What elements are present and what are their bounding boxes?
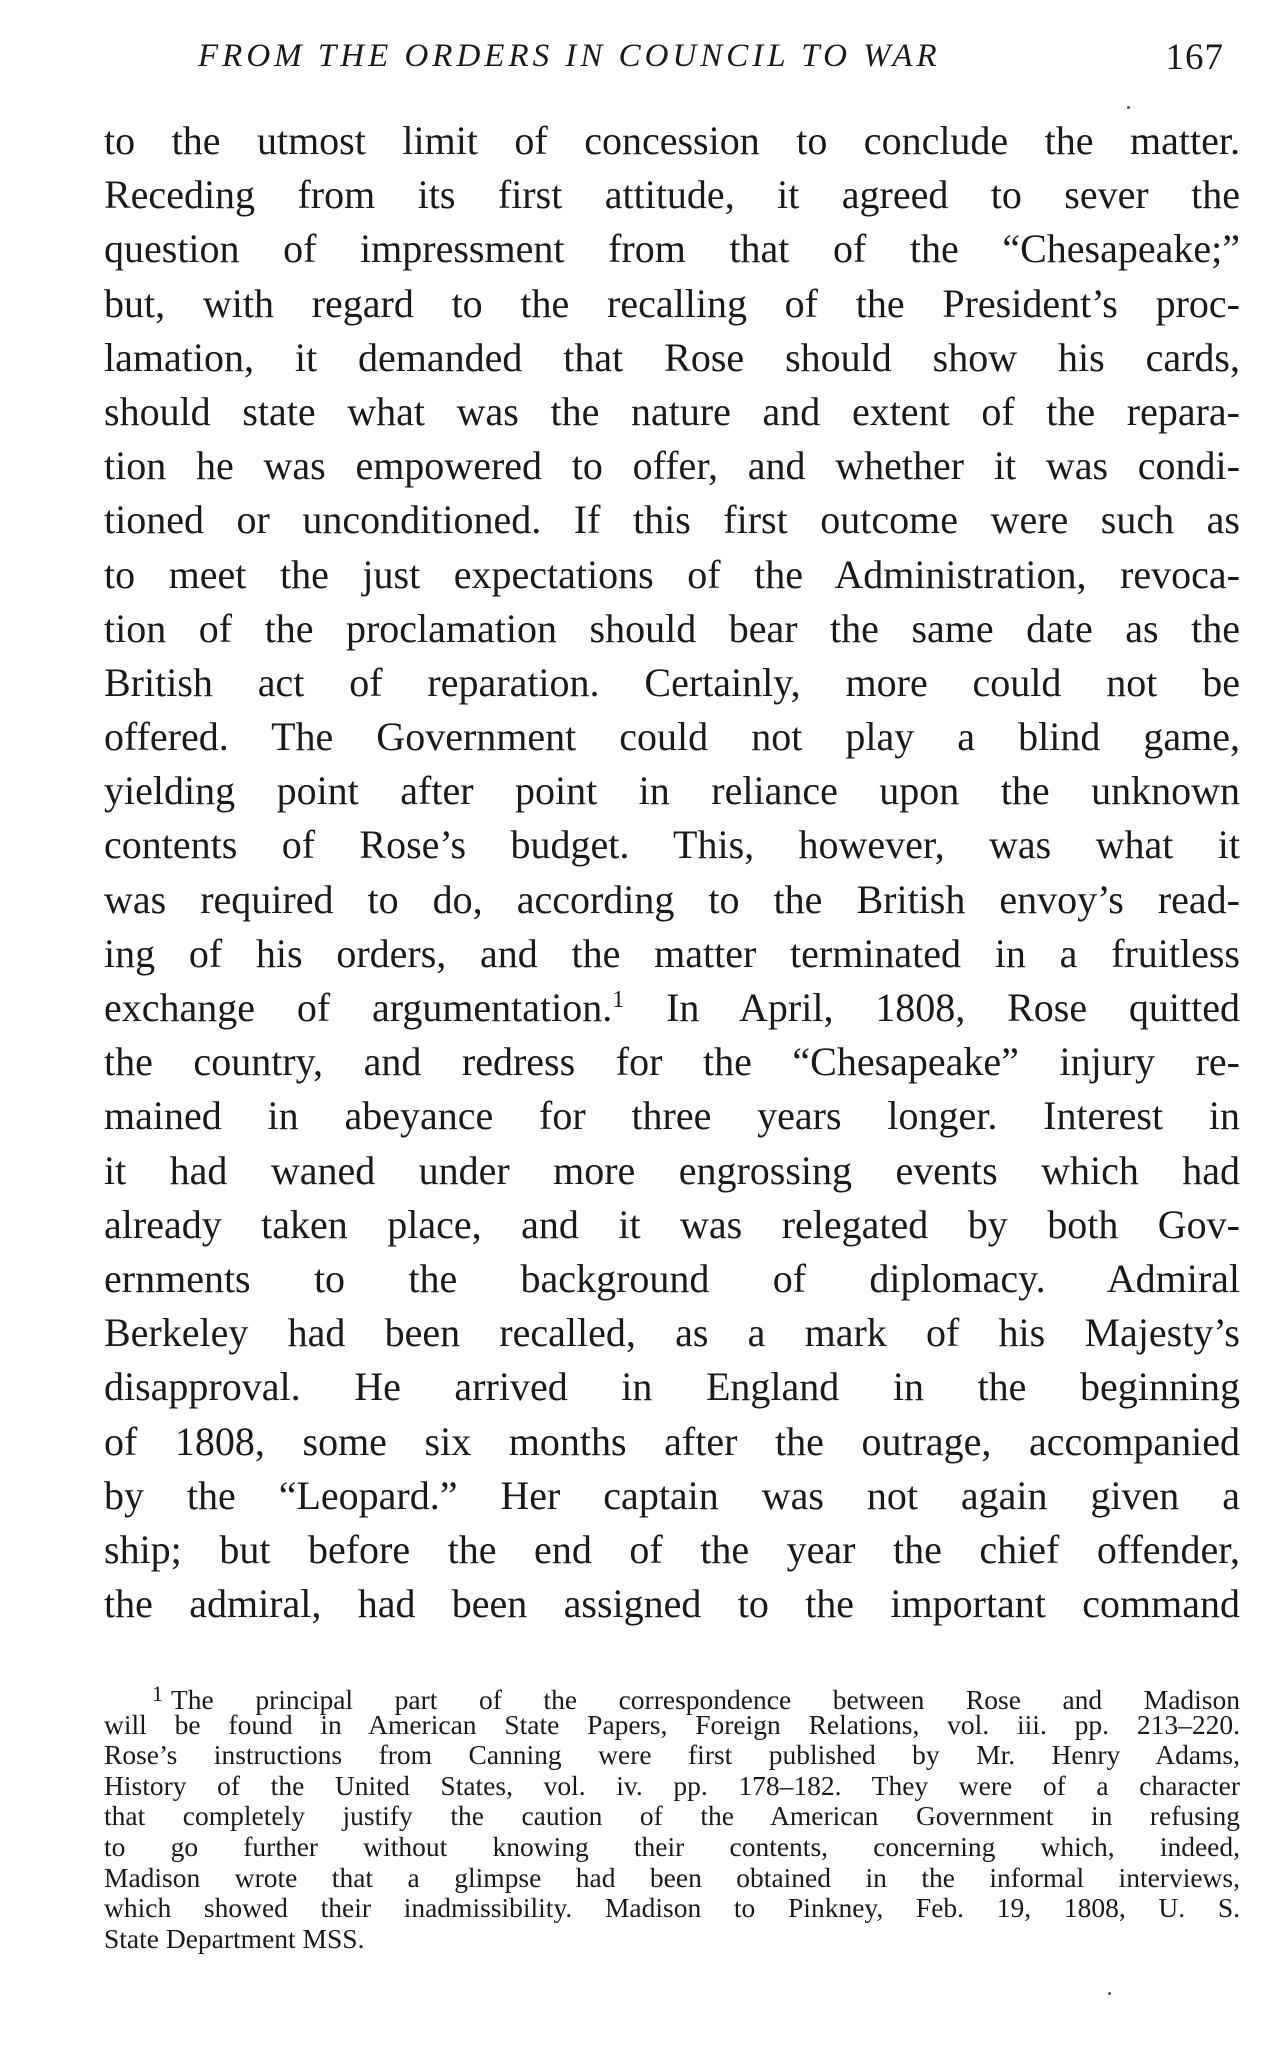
text-line: by the “Leopard.” Her captain was not again given a	[104, 1472, 1240, 1518]
running-title: FROM THE ORDERS IN COUNCIL TO WAR	[198, 38, 941, 74]
text-line: should state what was the nature and extent of the repara-	[104, 388, 1240, 434]
text-line: but, with regard to the recalling of the President’s proc-	[104, 280, 1240, 326]
footnote-line: State Department MSS.	[104, 1922, 365, 1954]
text-line: Receding from its first attitude, it agreed to sever the	[104, 172, 1240, 218]
text-line: tioned or unconditioned. If this first outcome were such as	[104, 497, 1240, 543]
page-header	[180, 30, 1230, 90]
print-speck	[1127, 106, 1130, 109]
text-line: yielding point after point in reliance upon the unknown	[104, 768, 1240, 814]
text-line: disapproval. He arrived in England in the beginning	[104, 1364, 1240, 1410]
text-line: the country, and redress for the “Chesapeake” injury re-	[104, 1039, 1240, 1085]
text-line-with-footnote	[104, 981, 1240, 1035]
text-line: of 1808, some six months after the outrage, accompanied	[104, 1418, 1240, 1464]
footnote-line: that completely justify the caution of the American Government in refusing	[104, 1800, 1240, 1832]
text-line: to meet the just expectations of the Administration, revoca-	[104, 551, 1240, 597]
text-line: was required to do, according to the British envoy’s read-	[104, 876, 1240, 922]
text-line: offered. The Government could not play a blind game,	[104, 714, 1240, 760]
text-segment: exchange of argumentation.	[104, 985, 613, 1030]
text-line: mained in abeyance for three years longer. Interest in	[104, 1093, 1240, 1139]
footnote	[104, 1679, 1240, 1954]
footnote-marker: 1	[152, 1681, 163, 1706]
footnote-line: History of the United States, vol. iv. pp. 178–182. They were of a character	[104, 1769, 1240, 1801]
text-line: ship; but before the end of the year the chief offender,	[104, 1526, 1240, 1572]
footnote-line	[104, 1679, 1240, 1715]
text-line: tion he was empowered to offer, and whether it was condi-	[104, 443, 1240, 489]
text-line: ing of his orders, and the matter terminated in a fruitless	[104, 930, 1240, 976]
text-line: the admiral, had been assigned to the important command	[104, 1581, 1240, 1627]
footnote-reference[interactable]: 1	[612, 987, 625, 1013]
body-text	[104, 114, 1240, 1631]
footnote-line: will be found in American State Papers, Foreign Relations, vol. iii. pp. 213–220.	[104, 1708, 1240, 1740]
print-speck	[1108, 1992, 1111, 1995]
footnote-line: which showed their inadmissibility. Madison to Pinkney, Feb. 19, 1808, U. S.	[104, 1892, 1240, 1924]
footnote-text: The principal part of the correspondence between Rose and Madison	[171, 1684, 1240, 1715]
text-line: question of impressment from that of the “Chesapeake;”	[104, 226, 1240, 272]
text-line: to the utmost limit of concession to conclude the matter.	[104, 118, 1240, 163]
page-number: 167	[1165, 37, 1224, 78]
text-line: lamation, it demanded that Rose should show his cards,	[104, 334, 1240, 380]
footnote-line: Rose’s instructions from Canning were first published by Mr. Henry Adams,	[104, 1739, 1240, 1771]
text-line: Berkeley had been recalled, as a mark of his Majesty’s	[104, 1310, 1240, 1356]
text-line: it had waned under more engrossing events which had	[104, 1147, 1240, 1193]
text-line: British act of reparation. Certainly, more could not be	[104, 659, 1240, 705]
footnote-line: to go further without knowing their contents, concerning which, indeed,	[104, 1830, 1240, 1862]
footnote-line: Madison wrote that a glimpse had been obtained in the informal interviews,	[104, 1861, 1240, 1893]
text-line: already taken place, and it was relegated by both Gov-	[104, 1201, 1240, 1247]
text-line: ernments to the background of diplomacy. Admiral	[104, 1255, 1240, 1301]
text-line: tion of the proclamation should bear the same date as the	[104, 605, 1240, 651]
text-segment: In April, 1808, Rose quitted	[624, 985, 1240, 1030]
text-line: contents of Rose’s budget. This, however, was what it	[104, 822, 1240, 868]
